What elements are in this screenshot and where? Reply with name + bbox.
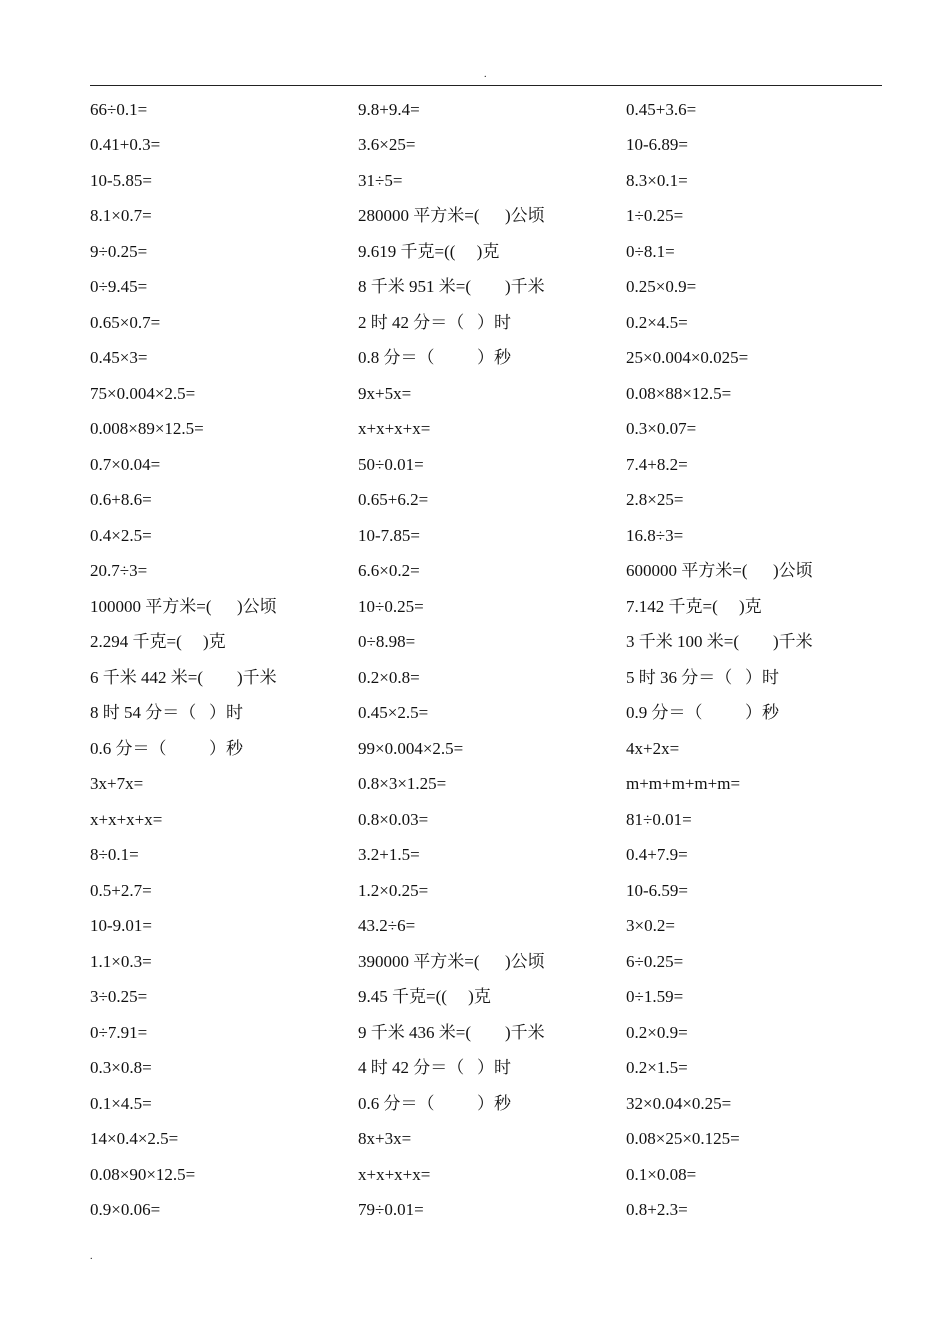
exercise-item: 6 千米 442 米=( )千米 <box>90 667 277 687</box>
header-rule <box>90 85 882 86</box>
exercise-item: 0.2×0.8= <box>358 667 420 687</box>
exercise-item: 0.4×2.5= <box>90 525 152 545</box>
exercise-item: 8 千米 951 米=( )千米 <box>358 277 545 297</box>
exercise-row <box>90 128 890 164</box>
exercise-row <box>90 163 890 199</box>
exercise-row <box>90 270 890 306</box>
exercise-row <box>90 838 890 874</box>
exercise-item: 0.1×0.08= <box>626 1164 697 1184</box>
exercise-item: 0.45+3.6= <box>626 99 697 119</box>
exercise-item: 10÷0.25= <box>358 596 424 616</box>
exercise-item: 0.65×0.7= <box>90 312 161 332</box>
exercise-item: 0÷9.45= <box>90 277 148 297</box>
exercise-item: 0.5+2.7= <box>90 880 152 900</box>
exercise-item: 0.8×3×1.25= <box>358 774 447 794</box>
exercise-item: 0.6 分＝（ ）秒 <box>358 1093 511 1113</box>
exercise-item: 0.4+7.9= <box>626 845 688 865</box>
exercise-item: 0.45×2.5= <box>358 703 429 723</box>
exercise-item: 3.6×25= <box>358 135 416 155</box>
exercise-item: 7.4+8.2= <box>626 454 688 474</box>
exercise-item: 9.45 千克=(( )克 <box>358 987 491 1007</box>
exercise-item: 3x+7x= <box>90 774 144 794</box>
exercise-item: 3 千米 100 米=( )千米 <box>626 632 813 652</box>
exercise-item: 390000 平方米=( )公顷 <box>358 951 545 971</box>
exercise-item: 9÷0.25= <box>90 241 148 261</box>
exercise-item: 600000 平方米=( )公顷 <box>626 561 813 581</box>
exercise-item: 1÷0.25= <box>626 206 684 226</box>
exercise-row <box>90 376 890 412</box>
exercise-item: 31÷5= <box>358 170 403 190</box>
exercise-item: 50÷0.01= <box>358 454 424 474</box>
exercise-row <box>90 802 890 838</box>
exercise-row <box>90 199 890 235</box>
exercise-item: 0÷8.98= <box>358 632 416 652</box>
exercise-row <box>90 1193 890 1229</box>
exercise-item: 81÷0.01= <box>626 809 692 829</box>
exercise-item: 32×0.04×0.25= <box>626 1093 732 1113</box>
exercise-item: 0.08×88×12.5= <box>626 383 732 403</box>
exercise-item: 0.9 分＝（ ）秒 <box>626 703 779 723</box>
exercise-item: 1.2×0.25= <box>358 880 429 900</box>
exercise-row <box>90 1086 890 1122</box>
exercise-grid <box>90 92 890 1228</box>
exercise-item: 0.6 分＝（ ）秒 <box>90 738 243 758</box>
exercise-item: m+m+m+m+m= <box>626 774 741 794</box>
exercise-row <box>90 1051 890 1087</box>
exercise-row <box>90 696 890 732</box>
exercise-item: x+x+x+x= <box>358 1164 431 1184</box>
exercise-item: 0.41+0.3= <box>90 135 161 155</box>
exercise-row <box>90 483 890 519</box>
exercise-row <box>90 305 890 341</box>
exercise-item: 9 千米 436 米=( )千米 <box>358 1022 545 1042</box>
exercise-item: 0.25×0.9= <box>626 277 697 297</box>
exercise-item: 3.2+1.5= <box>358 845 420 865</box>
exercise-item: 7.142 千克=( )克 <box>626 596 762 616</box>
exercise-item: 5 时 36 分＝（ ）时 <box>626 667 779 687</box>
exercise-item: x+x+x+x= <box>358 419 431 439</box>
exercise-item: 43.2÷6= <box>358 916 416 936</box>
exercise-row <box>90 767 890 803</box>
exercise-item: 0.65+6.2= <box>358 490 429 510</box>
exercise-row <box>90 1015 890 1051</box>
exercise-item: 0÷1.59= <box>626 987 684 1007</box>
exercise-item: 1.1×0.3= <box>90 951 152 971</box>
exercise-row <box>90 731 890 767</box>
exercise-item: 10-7.85= <box>358 525 420 545</box>
exercise-item: 10-6.59= <box>626 880 688 900</box>
exercise-item: 0.2×4.5= <box>626 312 688 332</box>
exercise-item: 2 时 42 分＝（ ）时 <box>358 312 511 332</box>
exercise-row <box>90 412 890 448</box>
exercise-item: 79÷0.01= <box>358 1200 424 1220</box>
exercise-item: 8 时 54 分＝（ ）时 <box>90 703 243 723</box>
exercise-item: 0.8×0.03= <box>358 809 429 829</box>
exercise-item: 0.08×90×12.5= <box>90 1164 196 1184</box>
exercise-item: 0.2×1.5= <box>626 1058 688 1078</box>
exercise-row <box>90 1157 890 1193</box>
exercise-item: 9x+5x= <box>358 383 412 403</box>
exercise-item: 9.619 千克=(( )克 <box>358 241 500 261</box>
exercise-item: 10-9.01= <box>90 916 152 936</box>
exercise-row <box>90 980 890 1016</box>
exercise-row <box>90 625 890 661</box>
exercise-item: 0÷8.1= <box>626 241 675 261</box>
exercise-item: 0÷7.91= <box>90 1022 148 1042</box>
exercise-item: 66÷0.1= <box>90 99 148 119</box>
exercise-item: 0.8+2.3= <box>626 1200 688 1220</box>
exercise-item: 6÷0.25= <box>626 951 684 971</box>
exercise-item: 10-5.85= <box>90 170 152 190</box>
exercise-item: 3÷0.25= <box>90 987 148 1007</box>
exercise-item: 8x+3x= <box>358 1129 412 1149</box>
exercise-item: 0.2×0.9= <box>626 1022 688 1042</box>
exercise-item: 0.7×0.04= <box>90 454 161 474</box>
exercise-row <box>90 1122 890 1158</box>
exercise-item: 0.1×4.5= <box>90 1093 152 1113</box>
exercise-row <box>90 447 890 483</box>
exercise-row <box>90 873 890 909</box>
exercise-item: 14×0.4×2.5= <box>90 1129 179 1149</box>
exercise-item: 20.7÷3= <box>90 561 148 581</box>
exercise-row <box>90 234 890 270</box>
exercise-item: 9.8+9.4= <box>358 99 420 119</box>
exercise-item: 6.6×0.2= <box>358 561 420 581</box>
exercise-item: 4x+2x= <box>626 738 680 758</box>
exercise-item: 0.3×0.07= <box>626 419 697 439</box>
exercise-item: 8.3×0.1= <box>626 170 688 190</box>
exercise-item: 99×0.004×2.5= <box>358 738 464 758</box>
exercise-item: 8÷0.1= <box>90 845 139 865</box>
exercise-row <box>90 518 890 554</box>
exercise-item: 2.8×25= <box>626 490 684 510</box>
exercise-row <box>90 92 890 128</box>
exercise-item: 16.8÷3= <box>626 525 684 545</box>
exercise-item: 0.6+8.6= <box>90 490 152 510</box>
exercise-item: 4 时 42 分＝（ ）时 <box>358 1058 511 1078</box>
exercise-item: 0.9×0.06= <box>90 1200 161 1220</box>
exercise-row <box>90 589 890 625</box>
exercise-item: 3×0.2= <box>626 916 675 936</box>
exercise-row <box>90 554 890 590</box>
exercise-item: 8.1×0.7= <box>90 206 152 226</box>
header-mark: . <box>484 69 487 80</box>
exercise-row <box>90 944 890 980</box>
exercise-item: x+x+x+x= <box>90 809 163 829</box>
exercise-row <box>90 341 890 377</box>
exercise-row <box>90 660 890 696</box>
exercise-item: 75×0.004×2.5= <box>90 383 196 403</box>
footer-mark: . <box>90 1251 93 1262</box>
exercise-item: 10-6.89= <box>626 135 688 155</box>
exercise-item: 280000 平方米=( )公顷 <box>358 206 545 226</box>
exercise-item: 2.294 千克=( )克 <box>90 632 226 652</box>
exercise-row <box>90 909 890 945</box>
exercise-item: 100000 平方米=( )公顷 <box>90 596 277 616</box>
exercise-item: 0.3×0.8= <box>90 1058 152 1078</box>
exercise-item: 0.8 分＝（ ）秒 <box>358 348 511 368</box>
exercise-item: 0.008×89×12.5= <box>90 419 204 439</box>
exercise-item: 0.45×3= <box>90 348 148 368</box>
exercise-item: 0.08×25×0.125= <box>626 1129 740 1149</box>
exercise-item: 25×0.004×0.025= <box>626 348 749 368</box>
